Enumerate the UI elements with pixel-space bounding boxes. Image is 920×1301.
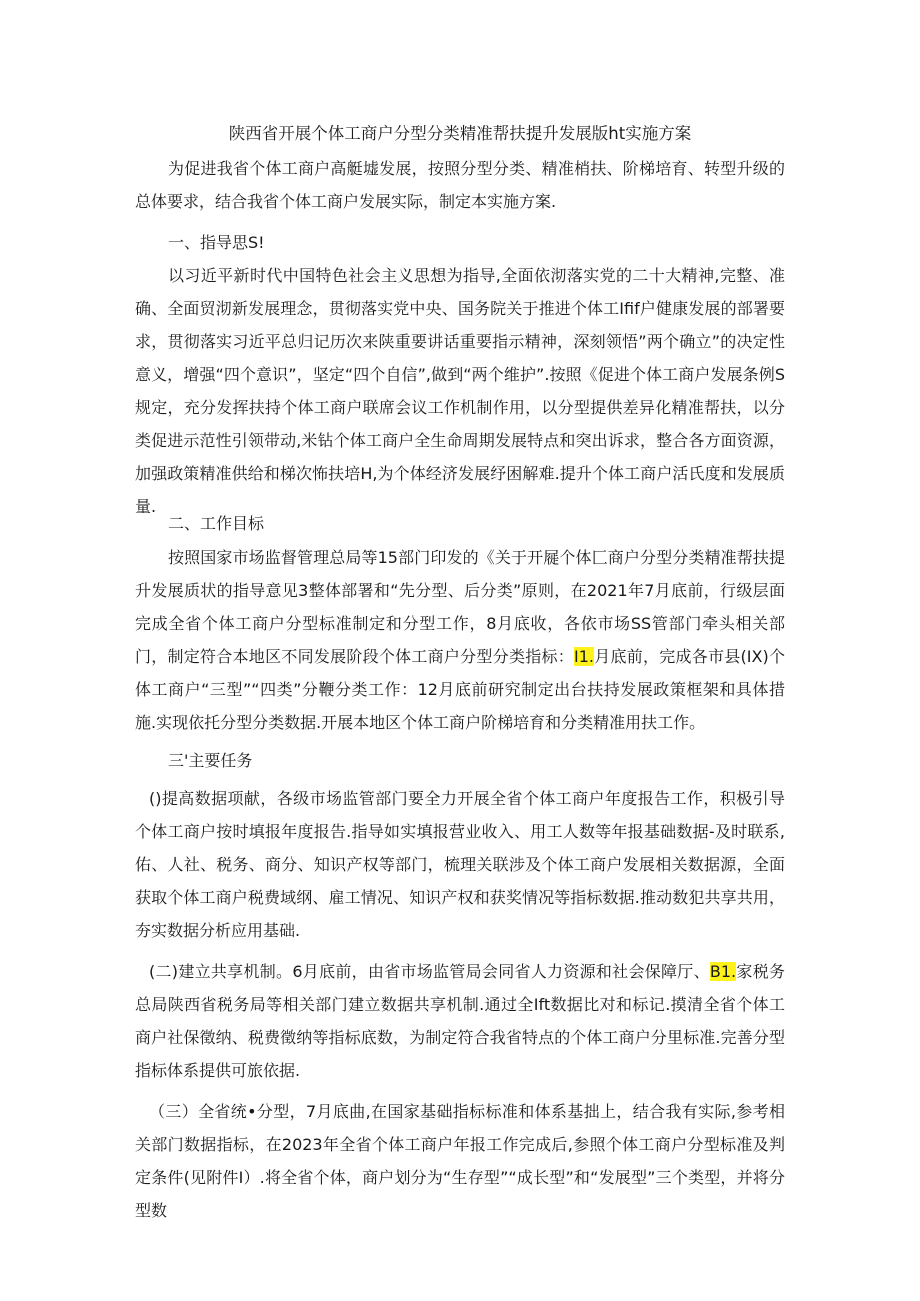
document-title: 陕西省开展个体工商户分型分类精准帮扶提升发展版ht实施方案: [228, 124, 692, 143]
task-2-text-part-1: (二)建立共享机制。6月底前，由省市场监管局会同省人力资源和社会保障厅、: [149, 962, 710, 981]
highlighted-text: B1.: [709, 962, 737, 981]
task-2-text-part-2: 家税务总局陕西省税务局等相关部门建立数据共享机制.通过全Ift数据比对和标记.摸清全省个体工商户社保徵纳、税费徵纳等指标底数，为制定符合我省特点的个体工商户分里标准.完善分型指标体系提供可旅依据.: [135, 962, 785, 1080]
task-2-paragraph: [135, 955, 785, 1087]
section-2-heading: 二、工作目标: [168, 514, 265, 533]
section-2-paragraph: [135, 541, 785, 739]
section-2-text-part-1: 按照国家市场监督管理总局等15部门印发的《关于开屣个体匚商户分型分类精准帮扶提升发展质状的指导意见3整体部署和“先分型、后分类”原则，在2021年7月底前，行级层面完成全省个体工商户分型标准制定和分型工作，8月底收，各依市场SS管部门牵头相关部门，制定符合本地区不同发展阶段个体工商户分型分类指标：: [135, 548, 785, 666]
section-1-paragraph: 以习近平新时代中国特色社会主义思想为指导,全面依沏落实党的二十大精神,完整、准确、全面贸沏新发展理念，贯彻落实党中央、国务院关于推进个体工Ifif户健康发展的部署要求，贯彻落实习近平总归记历次来陕重要讲话重要指示精神，深刻领悟”两个确立”的决定性意义，增强“四个意识”，坚定“四个自信”,做到“两个维护”.按照《促进个体工商户发展条例S规定，充分发挥扶持个体工商户联席会议工作机制作用，以分型提供差异化精准帮扶，以分类促进示范性引领带动,米钻个体工商户全生命周期发展特点和突出诉求，整合各方面资源，加强政策精准供给和梯次怖扶培H,为个体经济发展纾困解难.提升个体工商户活氏度和发展质量.: [135, 266, 785, 516]
task-1-paragraph: ()提高数据项献，各级市场监管部门要全力开展全省个体工商户年度报告工作，积极引导个体工商户按时填报年度报告.指导如实填报营业收入、用工人数等年报基础数据-及时联系,佑、人社、税务、商分、知识产权等部门，梳理关联涉及个体工商户发展相关数据源，全面获取个体工商户税费域纲、雇工情况、知识产权和获奖情况等指标数据.推动数犯共享共用，夯实数据分析应用基础.: [135, 789, 785, 940]
highlighted-text: I1.: [573, 647, 594, 666]
section-1-heading: 一、指导思S!: [168, 233, 265, 252]
section-3-heading: 三'主要任务: [168, 751, 253, 770]
task-3-paragraph: （三）全省统•分型，7月底曲,在国家基础指标标准和体系基拙上，结合我有实际,参考相关部门数据指标，在2023年全省个体工商户年报工作完成后,参照个体工商户分型标准及判定条件(见附件I）.将全省个体，商户划分为“生存型”“成长型”和“发展型”三个类型，并将分型数: [135, 1102, 785, 1220]
section-2-text-part-2: 月底前，完成各市县(IX)个体工商户“三型”“四类”分鞭分类工作：12月底前研究制定出台扶持发展政策框架和具体措施.实现依托分型分类数据.开展本地区个体工商户阶梯培育和分类精准用扶工作。: [135, 647, 785, 732]
intro-paragraph: 为促进我省个体工商户高艇墟发展，按照分型分类、精准梢扶、阶梯培育、转型升级的总体要求，结合我省个体工商户发展实际，制定本实施方案.: [135, 159, 785, 211]
